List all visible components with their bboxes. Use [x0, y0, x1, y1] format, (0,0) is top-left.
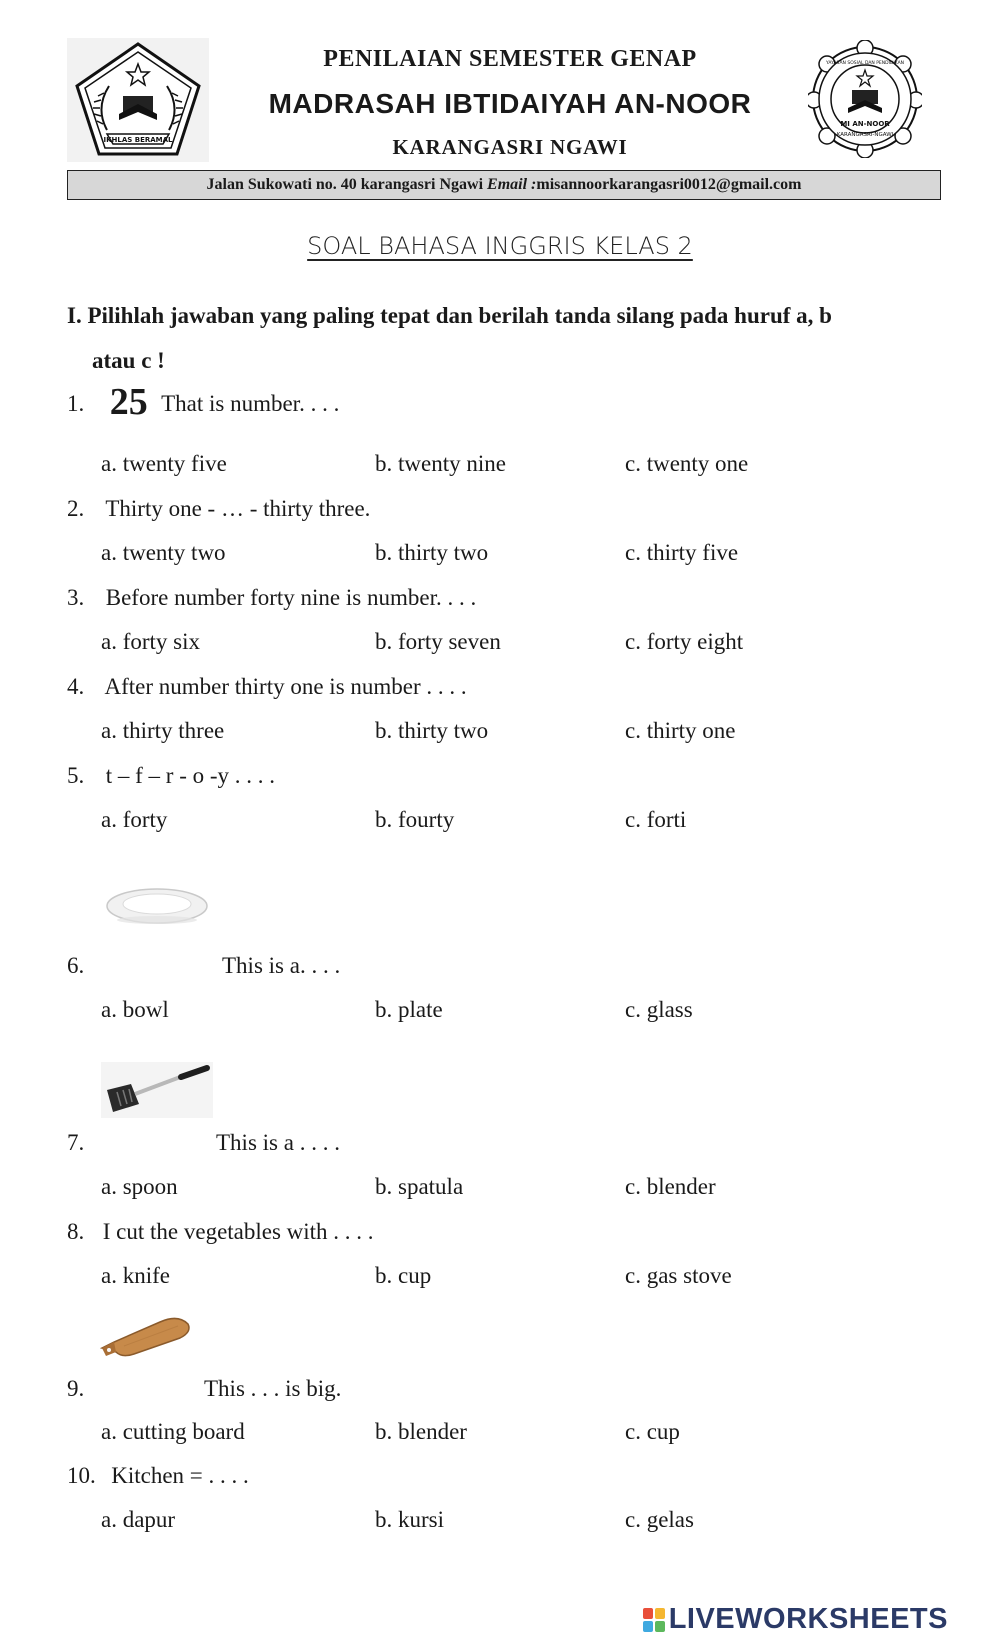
spatula-image — [101, 1062, 213, 1118]
option-b[interactable]: b. spatula — [375, 1174, 464, 1199]
email-label: Email : — [487, 176, 537, 193]
question-4 — [67, 673, 467, 701]
school-location: KARANGASRI NGAWI — [392, 135, 628, 159]
question-7 — [67, 1129, 84, 1157]
brand-text: LIVEWORKSHEETS — [668, 1603, 948, 1635]
option-b[interactable]: b. cup — [375, 1263, 432, 1288]
number-image: 25 — [109, 381, 148, 423]
question-3 — [67, 584, 476, 612]
liveworksheets-logo-icon — [643, 1608, 665, 1632]
instruction-line-1: I. Pilihlah jawaban yang paling tepat dan berilah tanda silang pada huruf a, b — [67, 303, 832, 328]
cutting-board-image — [100, 1312, 192, 1358]
question-number: 1. — [67, 391, 85, 416]
option-a[interactable]: a. forty — [101, 807, 168, 832]
address-text: Jalan Sukowati no. 40 karangasri Ngawi — [206, 176, 488, 193]
option-c[interactable]: c. blender — [625, 1174, 716, 1199]
school-crest-logo — [67, 38, 209, 162]
option-c[interactable]: c. gelas — [625, 1507, 694, 1532]
exam-title: PENILAIAN SEMESTER GENAP — [323, 46, 697, 72]
question-text: Thirty one - … - thirty three. — [105, 496, 371, 521]
left-logo-text: IKHLAS BERAMAL — [103, 136, 173, 144]
question-2 — [67, 495, 370, 523]
option-c[interactable]: c. thirty one — [625, 718, 736, 743]
question-text: After number thirty one is number . . . . — [104, 674, 467, 699]
option-b[interactable]: b. kursi — [375, 1507, 444, 1532]
liveworksheets-brand[interactable] — [643, 1603, 948, 1636]
option-a[interactable]: a. knife — [101, 1263, 170, 1288]
right-logo-text: MI AN-NOOR — [840, 120, 890, 128]
question-10 — [67, 1462, 249, 1490]
email-address: misannoorkarangasri0012@gmail.com — [536, 176, 802, 193]
option-c[interactable]: c. thirty five — [625, 540, 739, 565]
question-5 — [67, 762, 275, 790]
option-b[interactable]: b. thirty two — [375, 718, 489, 743]
option-a[interactable]: a. bowl — [101, 997, 169, 1022]
question-text: Before number forty nine is number. . . . — [105, 585, 477, 610]
option-b[interactable]: b. forty seven — [375, 629, 501, 654]
option-a[interactable]: a. twenty five — [101, 451, 227, 476]
question-text: t – f – r - o -y . . . . — [105, 763, 276, 788]
option-b[interactable]: b. plate — [375, 997, 443, 1022]
question-text: That is number. . . . — [161, 391, 340, 416]
option-c[interactable]: c. forti — [625, 807, 687, 832]
address-bar — [67, 170, 941, 200]
question-number: 10. — [67, 1463, 96, 1488]
option-c[interactable]: c. gas stove — [625, 1263, 732, 1288]
option-c[interactable]: c. cup — [625, 1419, 680, 1444]
question-number: 2. — [67, 496, 85, 521]
question-number: 8. — [67, 1219, 85, 1244]
school-name: MADRASAH IBTIDAIYAH AN-NOOR — [268, 88, 752, 119]
question-number: 6. — [67, 953, 85, 978]
question-text: Kitchen = . . . . — [111, 1463, 249, 1488]
foundation-seal-logo — [808, 40, 922, 158]
question-text: I cut the vegetables with . . . . — [102, 1219, 374, 1244]
question-text: This is a . . . . — [216, 1130, 340, 1155]
question-8 — [67, 1218, 374, 1246]
option-a[interactable]: a. dapur — [101, 1507, 176, 1532]
option-c[interactable]: c. glass — [625, 997, 693, 1022]
option-b[interactable]: b. twenty nine — [375, 451, 506, 476]
question-number: 3. — [67, 585, 85, 610]
right-logo-top-text: YAYASAN SOSIAL DAN PENDIDIKAN — [825, 61, 905, 66]
question-text: This . . . is big. — [204, 1376, 342, 1401]
option-a[interactable]: a. thirty three — [101, 718, 225, 743]
question-9 — [67, 1375, 84, 1403]
instructions — [67, 293, 947, 383]
right-logo-bottom-text: KARANGASRI-NGAWI — [836, 132, 894, 138]
option-b[interactable]: b. thirty two — [375, 540, 489, 565]
question-1 — [67, 381, 340, 423]
option-b[interactable]: b. blender — [375, 1419, 467, 1444]
option-a[interactable]: a. cutting board — [101, 1419, 245, 1444]
question-number: 4. — [67, 674, 85, 699]
option-a[interactable]: a. forty six — [101, 629, 201, 654]
question-6 — [67, 952, 84, 980]
question-number: 5. — [67, 763, 85, 788]
plate-image — [104, 884, 210, 928]
instruction-line-2: atau c ! — [92, 348, 165, 373]
option-c[interactable]: c. twenty one — [625, 451, 749, 476]
question-number: 9. — [67, 1376, 85, 1401]
option-a[interactable]: a. twenty two — [101, 540, 226, 565]
option-c[interactable]: c. forty eight — [625, 629, 744, 654]
question-number: 7. — [67, 1130, 85, 1155]
option-a[interactable]: a. spoon — [101, 1174, 178, 1199]
worksheet-title: SOAL BAHASA INGGRIS KELAS 2 — [307, 232, 693, 260]
option-b[interactable]: b. fourty — [375, 807, 455, 832]
question-text: This is a. . . . — [222, 953, 341, 978]
